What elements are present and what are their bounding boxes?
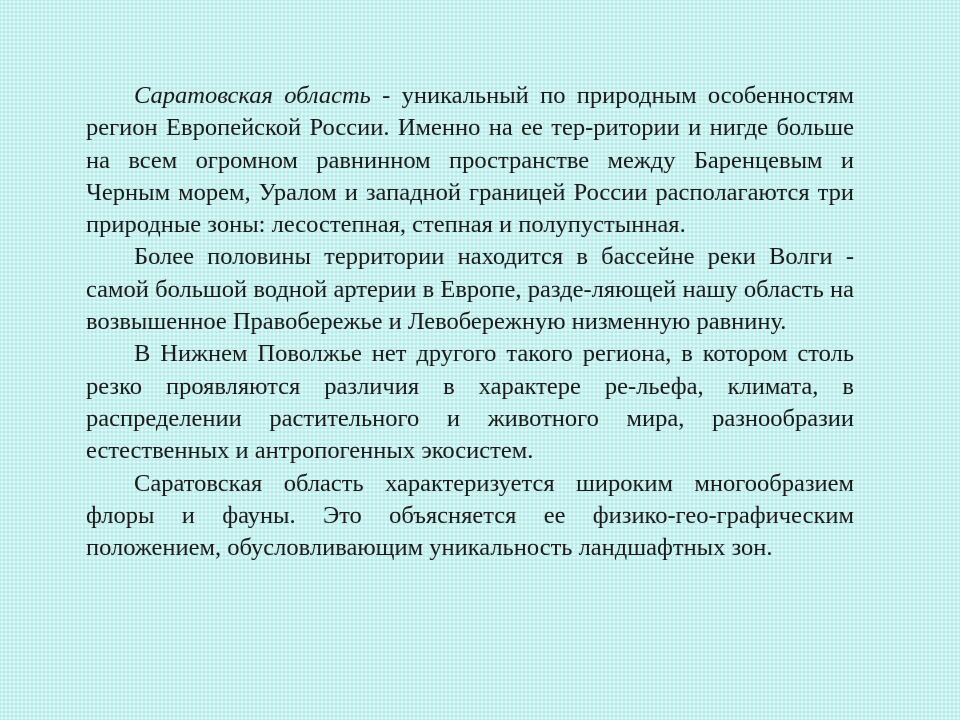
lead-italic-word-1: Саратовская — [134, 82, 273, 109]
paragraph-1 — [86, 80, 854, 241]
lead-italic-word-2: область — [284, 82, 371, 109]
paragraph-1-text: - уникальный по природным особенностям регион Европейской России. Именно на ее тер-ритории и нигде больше на всем огромном равнинном пространстве между Баренцевым и Черным морем, Уралом и западной границей России располагаются три природные зоны: лесостепная, степная и полупустынная. — [86, 82, 855, 239]
paragraph-4: Саратовская область характеризуется широким многообразием флоры и фауны. Это объясняется ее физико-гео-графическим положением, обусловливающим уникальность ландшафтных зон. — [86, 469, 854, 562]
paragraph-3: В Нижнем Поволжье нет другого такого региона, в котором столь резко проявляются различия в характере ре-льефа, климата, в распределении растительного и животного мира, разнообразии естественных и антропогенных экосистем. — [86, 340, 854, 465]
text-body — [86, 80, 854, 564]
paragraph-2: Более половины территории находится в бассейне реки Волги - самой большой водной артерии в Европе, разде-ляющей нашу область на возвышенное Правобережье и Левобережную низменную равнину. — [86, 243, 854, 336]
